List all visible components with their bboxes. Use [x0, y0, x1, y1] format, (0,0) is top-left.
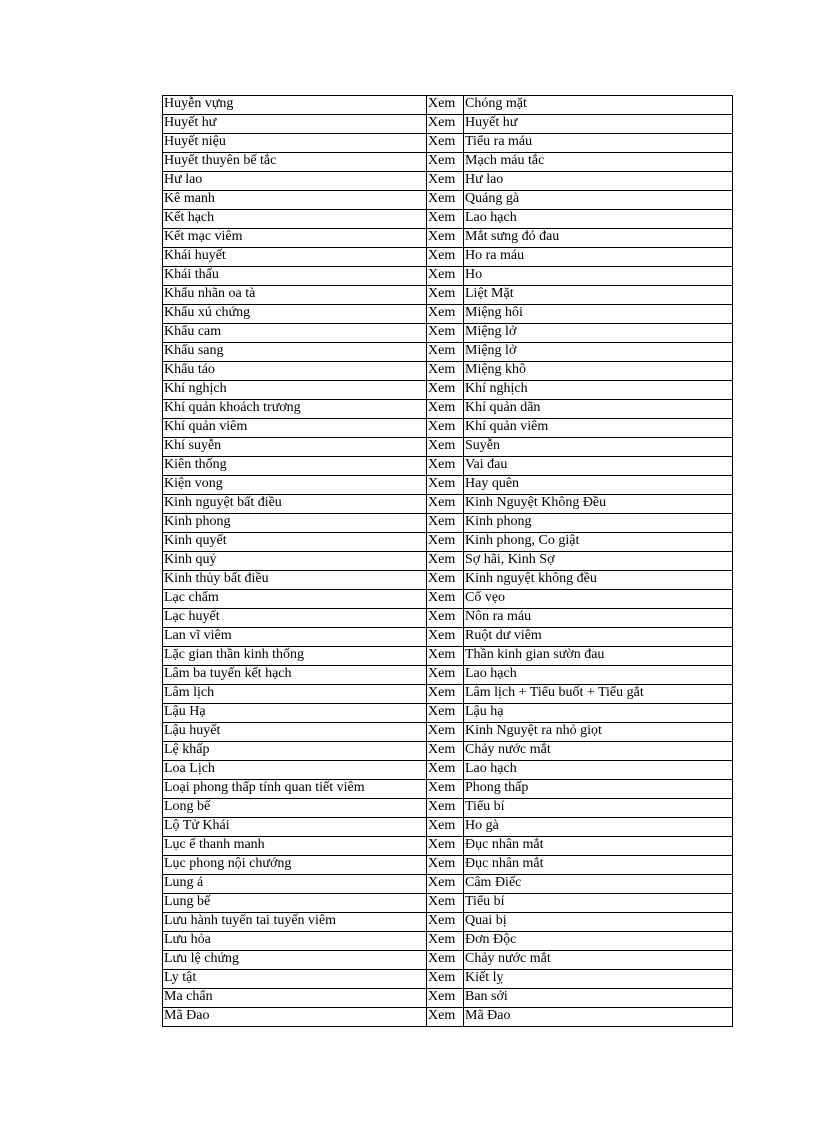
term-cell: Khái thấu — [163, 267, 427, 286]
table-row — [163, 248, 733, 267]
action-cell: Xem — [427, 704, 464, 723]
table-row — [163, 96, 733, 115]
action-cell: Xem — [427, 381, 464, 400]
action-cell: Xem — [427, 894, 464, 913]
target-cell: Kinh nguyệt không đều — [464, 571, 733, 590]
action-cell: Xem — [427, 362, 464, 381]
action-cell: Xem — [427, 666, 464, 685]
action-cell: Xem — [427, 913, 464, 932]
target-cell: Lâm lịch + Tiểu buốt + Tiểu gắt — [464, 685, 733, 704]
target-cell: Miệng lở — [464, 324, 733, 343]
target-cell: Lậu hạ — [464, 704, 733, 723]
action-cell: Xem — [427, 590, 464, 609]
action-cell: Xem — [427, 647, 464, 666]
term-cell: Huyết thuyên bế tắc — [163, 153, 427, 172]
term-cell: Lậu huyết — [163, 723, 427, 742]
target-cell: Ho ra máu — [464, 248, 733, 267]
term-cell: Lâm ba tuyến kết hạch — [163, 666, 427, 685]
table-row — [163, 723, 733, 742]
term-cell: Lưu hành tuyến tai tuyến viêm — [163, 913, 427, 932]
target-cell: Vai đau — [464, 457, 733, 476]
action-cell: Xem — [427, 96, 464, 115]
term-cell: Khẩu nhãn oa tà — [163, 286, 427, 305]
term-cell: Ma chẩn — [163, 989, 427, 1008]
action-cell: Xem — [427, 419, 464, 438]
term-cell: Kinh thủy bất điều — [163, 571, 427, 590]
target-cell: Khí quản viêm — [464, 419, 733, 438]
term-cell: Kết hạch — [163, 210, 427, 229]
target-cell: Tiểu bí — [464, 894, 733, 913]
table-row — [163, 780, 733, 799]
table-row — [163, 381, 733, 400]
term-cell: Lệ khấp — [163, 742, 427, 761]
target-cell: Quai bị — [464, 913, 733, 932]
term-cell: Lan vĩ viêm — [163, 628, 427, 647]
action-cell: Xem — [427, 799, 464, 818]
table-row — [163, 495, 733, 514]
action-cell: Xem — [427, 875, 464, 894]
target-cell: Kiết lỵ — [464, 970, 733, 989]
action-cell: Xem — [427, 324, 464, 343]
target-cell: Liệt Mặt — [464, 286, 733, 305]
action-cell: Xem — [427, 172, 464, 191]
term-cell: Khẩu cam — [163, 324, 427, 343]
term-cell: Lung bế — [163, 894, 427, 913]
table-row — [163, 571, 733, 590]
table-row — [163, 438, 733, 457]
table-row — [163, 856, 733, 875]
table-row — [163, 875, 733, 894]
action-cell: Xem — [427, 1008, 464, 1027]
target-cell: Lao hạch — [464, 666, 733, 685]
target-cell: Miệng hôi — [464, 305, 733, 324]
term-cell: Loại phong thấp tính quan tiết viêm — [163, 780, 427, 799]
table-row — [163, 267, 733, 286]
term-cell: Mã Đao — [163, 1008, 427, 1027]
action-cell: Xem — [427, 837, 464, 856]
action-cell: Xem — [427, 286, 464, 305]
action-cell: Xem — [427, 248, 464, 267]
target-cell: Câm Điếc — [464, 875, 733, 894]
action-cell: Xem — [427, 552, 464, 571]
action-cell: Xem — [427, 818, 464, 837]
term-cell: Kinh phong — [163, 514, 427, 533]
target-cell: Phong thấp — [464, 780, 733, 799]
target-cell: Mã Đao — [464, 1008, 733, 1027]
action-cell: Xem — [427, 457, 464, 476]
term-cell: Huyết hư — [163, 115, 427, 134]
term-cell: Lậu Hạ — [163, 704, 427, 723]
action-cell: Xem — [427, 343, 464, 362]
table-row — [163, 552, 733, 571]
target-cell: Kinh phong, Co giật — [464, 533, 733, 552]
target-cell: Kinh Nguyệt ra nhỏ giọt — [464, 723, 733, 742]
target-cell: Đục nhân mắt — [464, 856, 733, 875]
action-cell: Xem — [427, 267, 464, 286]
table-body — [163, 96, 733, 1027]
target-cell: Thần kinh gian sườn đau — [464, 647, 733, 666]
target-cell: Tiểu bí — [464, 799, 733, 818]
term-cell: Kinh quyết — [163, 533, 427, 552]
term-cell: Khí nghịch — [163, 381, 427, 400]
table-row — [163, 419, 733, 438]
action-cell: Xem — [427, 495, 464, 514]
term-cell: Khí quản viêm — [163, 419, 427, 438]
action-cell: Xem — [427, 514, 464, 533]
target-cell: Hư lao — [464, 172, 733, 191]
term-cell: Long bế — [163, 799, 427, 818]
table-row — [163, 134, 733, 153]
table-row — [163, 305, 733, 324]
target-cell: Quáng gà — [464, 191, 733, 210]
action-cell: Xem — [427, 134, 464, 153]
target-cell: Chóng mặt — [464, 96, 733, 115]
term-cell: Lục phong nội chướng — [163, 856, 427, 875]
action-cell: Xem — [427, 761, 464, 780]
target-cell: Lao hạch — [464, 210, 733, 229]
table-row — [163, 913, 733, 932]
action-cell: Xem — [427, 609, 464, 628]
action-cell: Xem — [427, 533, 464, 552]
action-cell: Xem — [427, 210, 464, 229]
action-cell: Xem — [427, 571, 464, 590]
action-cell: Xem — [427, 989, 464, 1008]
target-cell: Kinh Nguyệt Không Đều — [464, 495, 733, 514]
action-cell: Xem — [427, 476, 464, 495]
target-cell: Khí nghịch — [464, 381, 733, 400]
table-row — [163, 153, 733, 172]
term-cell: Khái huyết — [163, 248, 427, 267]
table-row — [163, 818, 733, 837]
term-cell: Hư lao — [163, 172, 427, 191]
term-cell: Lưu lệ chứng — [163, 951, 427, 970]
target-cell: Tiểu ra máu — [464, 134, 733, 153]
term-cell: Huyễn vựng — [163, 96, 427, 115]
action-cell: Xem — [427, 856, 464, 875]
target-cell: Hay quên — [464, 476, 733, 495]
term-cell: Lưu hỏa — [163, 932, 427, 951]
term-cell: Khẩu táo — [163, 362, 427, 381]
target-cell: Chảy nước mắt — [464, 742, 733, 761]
term-cell: Kiên thống — [163, 457, 427, 476]
term-cell: Khí quản khoách trương — [163, 400, 427, 419]
table-row — [163, 1008, 733, 1027]
term-cell: Lục ế thanh manh — [163, 837, 427, 856]
target-cell: Ruột dư viêm — [464, 628, 733, 647]
action-cell: Xem — [427, 191, 464, 210]
target-cell: Đục nhân mắt — [464, 837, 733, 856]
table-row — [163, 115, 733, 134]
action-cell: Xem — [427, 932, 464, 951]
action-cell: Xem — [427, 400, 464, 419]
action-cell: Xem — [427, 305, 464, 324]
table-row — [163, 476, 733, 495]
target-cell: Ban sởi — [464, 989, 733, 1008]
table-row — [163, 609, 733, 628]
term-cell: Kinh nguyệt bất điều — [163, 495, 427, 514]
target-cell: Đơn Độc — [464, 932, 733, 951]
table-row — [163, 514, 733, 533]
table-row — [163, 685, 733, 704]
table-row — [163, 799, 733, 818]
target-cell: Ho — [464, 267, 733, 286]
term-cell: Ly tật — [163, 970, 427, 989]
target-cell: Chảy nước mắt — [464, 951, 733, 970]
term-cell: Khí suyễn — [163, 438, 427, 457]
term-lookup-table — [162, 95, 733, 1027]
term-cell: Kiện vong — [163, 476, 427, 495]
target-cell: Kinh phong — [464, 514, 733, 533]
table-row — [163, 647, 733, 666]
table-row — [163, 172, 733, 191]
term-cell: Lâm lịch — [163, 685, 427, 704]
table-row — [163, 400, 733, 419]
term-cell: Khẩu sang — [163, 343, 427, 362]
term-cell: Huyết niệu — [163, 134, 427, 153]
action-cell: Xem — [427, 723, 464, 742]
target-cell: Mạch máu tắc — [464, 153, 733, 172]
action-cell: Xem — [427, 951, 464, 970]
table-row — [163, 229, 733, 248]
action-cell: Xem — [427, 229, 464, 248]
action-cell: Xem — [427, 153, 464, 172]
table-row — [163, 704, 733, 723]
table-row — [163, 191, 733, 210]
target-cell: Suyễn — [464, 438, 733, 457]
target-cell: Nôn ra máu — [464, 609, 733, 628]
term-cell: Lộ Tử Khái — [163, 818, 427, 837]
target-cell: Mắt sưng đỏ đau — [464, 229, 733, 248]
table-row — [163, 932, 733, 951]
table-row — [163, 951, 733, 970]
table-row — [163, 324, 733, 343]
term-cell: Lạc chẩm — [163, 590, 427, 609]
action-cell: Xem — [427, 685, 464, 704]
action-cell: Xem — [427, 115, 464, 134]
table-row — [163, 533, 733, 552]
term-cell: Kết mạc viêm — [163, 229, 427, 248]
target-cell: Lao hạch — [464, 761, 733, 780]
table-row — [163, 761, 733, 780]
term-cell: Kê manh — [163, 191, 427, 210]
table-row — [163, 742, 733, 761]
target-cell: Huyết hư — [464, 115, 733, 134]
action-cell: Xem — [427, 970, 464, 989]
table-row — [163, 837, 733, 856]
target-cell: Ho gà — [464, 818, 733, 837]
table-row — [163, 989, 733, 1008]
table-row — [163, 210, 733, 229]
action-cell: Xem — [427, 742, 464, 761]
table-row — [163, 666, 733, 685]
target-cell: Miệng lở — [464, 343, 733, 362]
target-cell: Sợ hãi, Kinh Sợ — [464, 552, 733, 571]
table-row — [163, 894, 733, 913]
table-row — [163, 590, 733, 609]
action-cell: Xem — [427, 780, 464, 799]
table-row — [163, 286, 733, 305]
term-cell: Khẩu xú chứng — [163, 305, 427, 324]
table-row — [163, 362, 733, 381]
term-cell: Kinh quý — [163, 552, 427, 571]
target-cell: Miệng khô — [464, 362, 733, 381]
action-cell: Xem — [427, 438, 464, 457]
table-row — [163, 343, 733, 362]
target-cell: Khí quản dãn — [464, 400, 733, 419]
table-row — [163, 457, 733, 476]
table-row — [163, 628, 733, 647]
table-row — [163, 970, 733, 989]
term-cell: Lặc gian thần kinh thống — [163, 647, 427, 666]
term-cell: Loa Lịch — [163, 761, 427, 780]
target-cell: Cổ vẹo — [464, 590, 733, 609]
term-cell: Lung á — [163, 875, 427, 894]
term-cell: Lạc huyết — [163, 609, 427, 628]
action-cell: Xem — [427, 628, 464, 647]
